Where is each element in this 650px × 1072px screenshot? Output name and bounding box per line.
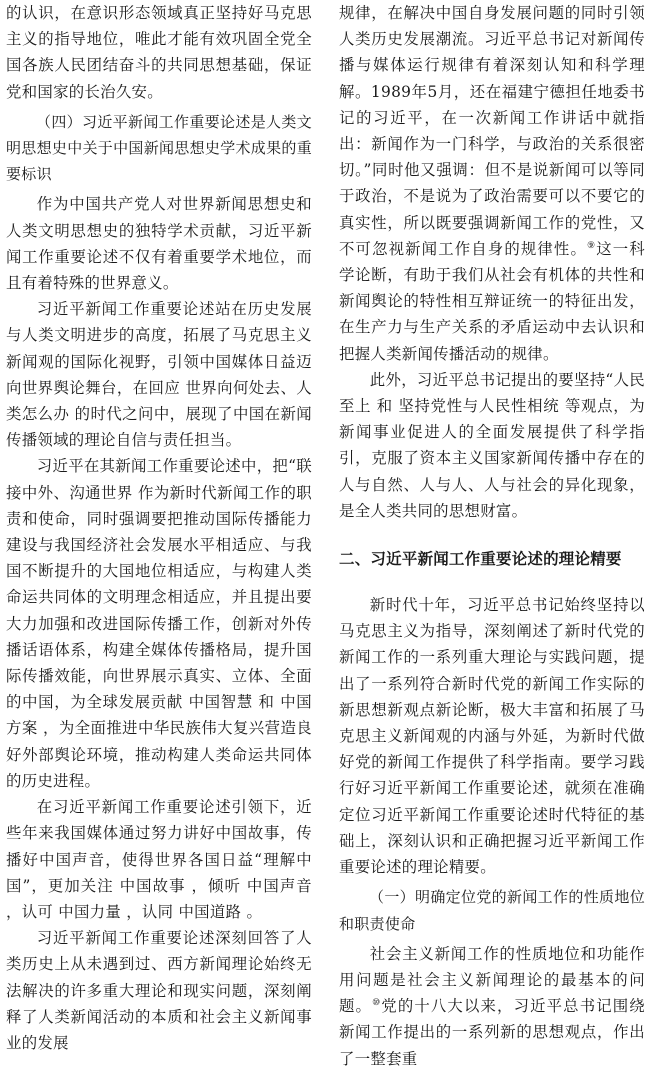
left-column: [6, 0, 312, 1056]
paragraph: 此外，习近平总书记提出的要坚持“人民至上 和 坚持党性与人民性相统 等观点，为新闻事业促进人的全面发展提供了科学指引，克服了资本主义国家新闻传播中存在的人与自然、人与人、人与社会的异化现象，是全人类共同的思想财富。: [339, 370, 645, 520]
paragraph: [339, 941, 645, 1072]
paragraph-text: 社会主义新闻工作的性质地位和功能作用问题是社会主义新闻理论的最基本的问题。: [339, 944, 645, 1016]
paragraph: [339, 0, 645, 367]
paragraph: 在习近平新闻工作重要论述引领下，近些年来我国媒体通过努力讲好中国故事，传播好中国声音，使得世界各国日益“理解中国”，更加关注 中国故事 ，倾听 中国声音 ，认可 中国力量 ，认同 中国道路 。: [6, 798, 312, 921]
footnote-marker: ⑨: [587, 240, 597, 251]
paragraph: 习近平在其新闻工作重要论述中，把“联接中外、沟通世界 作为新时代新闻工作的职责和使命，同时强调要把推动国际传播能力建设与我国经济社会发展水平相适应、与我国不断提升的大国地位相适应，与构建人类命运共同体的文明理念相适应，并且提出要大力加强和改进国际传播工作，创新对外传播话语体系，构建全媒体传播格局，提升国际传播效能，向世界展示真实、立体、全面的中国，为全球发展贡献 中国智慧 和 中国方案 ，为全面推进中华民族伟大复兴营造良好外部舆论环境，推动构建人类命运共同体的历史进程。: [6, 457, 312, 790]
paragraph: 习近平新闻工作重要论述深刻回答了人类历史上从未遇到过、西方新闻理论始终无法解决的许多重大理论和现实问题，深刻阐释了人类新闻活动的本质和社会主义新闻事业的发展: [6, 929, 312, 1052]
paragraph-text: 这一科学论断，有助于我们从社会有机体的共性和新闻舆论的特性相互辩证统一的特征出发，在生产力与生产关系的矛盾运动中去认识和把握人类新闻传播活动的规律。: [339, 239, 645, 363]
paragraph: 作为中国共产党人对世界新闻思想史和人类文明思想史的独特学术贡献，习近平新闻工作重要论述不仅有着重要学术地位，而且有着特殊的世界意义。: [6, 195, 312, 293]
paragraph: 新时代十年，习近平总书记始终坚持以马克思主义为指导，深刻阐述了新时代党的新闻工作的一系列重大理论与实践问题，提出了一系列符合新时代党的新闻工作实际的新思想新观点新论断，极大丰富和拓展了马克思主义新闻观的内涵与外延，为新时代做好党的新闻工作提供了科学指南。要学习践行好习近平新闻工作重要论述，就须在准确定位习近平新闻工作重要论述时代特征的基础上，深刻认识和正确把握习近平新闻工作重要论述的理论精要。: [339, 596, 645, 877]
paragraph-text: 党的十八大以来，习近平总书记围绕新闻工作提出的一系列新的思想观点，作出了一整套重: [339, 997, 645, 1068]
subheading-1: （一）明确定位党的新闻工作的性质地位和职责使命: [339, 888, 645, 933]
paragraph: 习近平新闻工作重要论述站在历史发展与人类文明进步的高度，拓展了马克思主义新闻观的国际化视野，引领中国媒体日益迈向世界舆论舞台，在回应 世界向何处去、人类怎么办 的时代之问中，展现了中国在新闻传播领域的理论自信与责任担当。: [6, 300, 312, 450]
paragraph-text: 规律，在解决中国自身发展问题的同时引领人类历史发展潮流。习近平总书记对新闻传播与媒体运行规律有着深刻认知和科学理解。1989年5月，还在福建宁德担任地委书记的习近平，在一次新闻工作讲话中就指出：新闻作为一门科学，与政治的关系很密切。”同时他又强调：但不是说新闻可以等同于政治，不是说为了政治需要可以不要它的真实性，所以既要强调新闻工作的党性，又不可忽视新闻工作自身的规律性。: [339, 4, 645, 258]
subheading-4: （四）习近平新闻工作重要论述是人类文明思想史中关于中国新闻思想史学术成果的重要标识: [6, 112, 313, 184]
paragraph: 的认识，在意识形态领域真正坚持好马克思主义的指导地位，唯此才能有效巩固全党全国各族人民团结奋斗的共同思想基础，保证党和国家的长治久安。: [6, 4, 312, 101]
right-column: [339, 0, 645, 1072]
footnote-marker: ⑩: [372, 997, 382, 1008]
section-heading: 二、习近平新闻工作重要论述的理论精要: [339, 550, 622, 569]
